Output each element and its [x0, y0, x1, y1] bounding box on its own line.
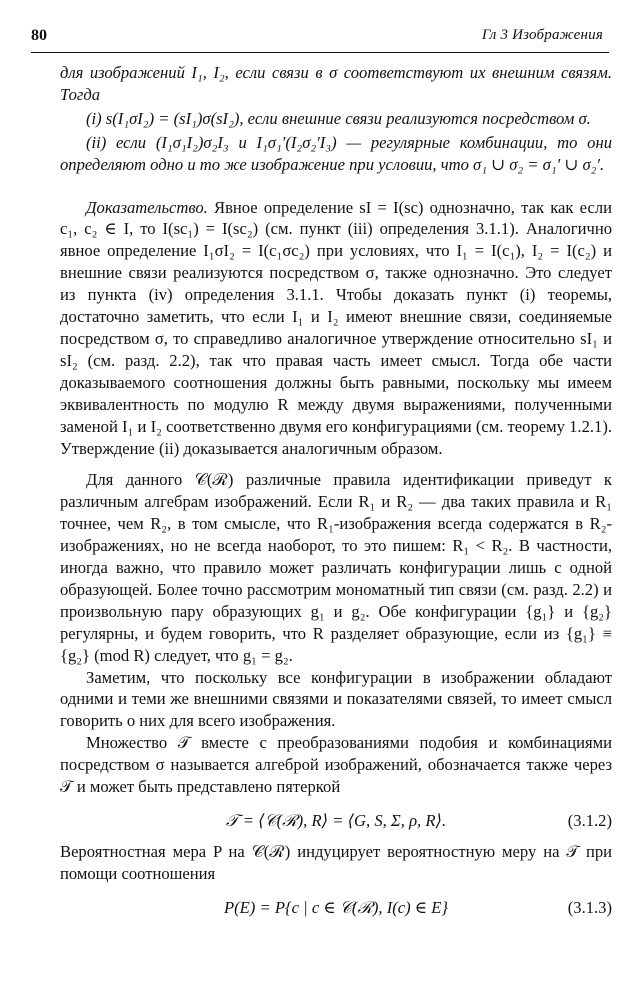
page-body [60, 62, 612, 928]
proof-label: Доказательство. [86, 197, 208, 217]
equation-3-1-2 [60, 810, 612, 832]
theorem-lead: для изображений I₁, I₂, если связи в σ соответствуют их внешним связям. Тогда [60, 63, 612, 104]
paragraph-external-bonds: Заметим, что поскольку все конфигурации в изображении обладают одними и теми же внешними связями и показателями связей, то имеет смысл говорить о них для всего изображения. [60, 667, 612, 731]
theorem-item-ii: (ii) если (I₁σ₁I₂)σ₂I₃ и I₁σ₁′(I₂σ₂′I₃) — регулярные комбинации, то они определяют одно и то же изображение при условии, что σ₁ ∪ σ₂ = σ₁′ ∪ σ₂′. [60, 132, 612, 174]
paragraph-image-algebra: Множество 𝒯 вместе с преобразованиями подобия и комбинациями посредством σ называется алгеброй изображений, обозначается также через 𝒯 и может быть представлено пятеркой [60, 733, 612, 797]
equation-expression: P(E) = P{c | c ∈ 𝒞(ℛ), I(c) ∈ E} [224, 897, 448, 917]
equation-number: (3.1.3) [567, 897, 612, 917]
header-rule [31, 52, 609, 53]
equation-expression: 𝒯 = ⟨𝒞(ℛ), R⟩ = ⟨G, S, Σ, ρ, R⟩. [225, 811, 447, 830]
proof-text: Явное определение sI = I(sc) однозначно, так как если c₁, c₂ ∈ I, то I(sc₁) = I(sc₂) (см. пункт (iii) определения 3.1.1). Аналогично явное определение I₁σI₂ = I(c₁σc₂) при условиях, что I₁ = I(c₁), I₂ = I(c₂) и внешние связи реализуются посредством σ, также однозначно. Это следует из пункта (iv) определения 3.1.1. Чтобы доказать пункт (i) теоремы, достаточно заметить, что если I₁ и I₂ имеют внешние связи, соединяемые посредством σ, то справедливо аналогичное утверждение относительно sI₁ и sI₂ (см. разд. 2.2), так что правая часть имеет смысл. Тогда обе части доказываемого соотношения должны быть равными, поскольку мы имеем эквивалентность по модулю R между двумя выражениями, полученными заменой I₁ и I₂ соответственно двумя его конфигурациями (см. теорему 1.2.1). Утверждение (ii) доказывается аналогичным образом. [60, 197, 612, 458]
equation-number: (3.1.2) [567, 811, 612, 830]
paragraph-probability-measure: Вероятностная мера P на 𝒞(ℛ) индуцирует вероятностную меру на 𝒯 при помощи соотношения [60, 842, 612, 883]
page-header [31, 24, 609, 52]
equation-3-1-3 [60, 897, 612, 919]
paragraph-identification-rules: Для данного 𝒞(ℛ) различные правила идентификации приведут к различным алгебрам изображений. Если R₁ и R₂ — два таких правила и R₁ точнее, чем R₂, в том смысле, что R₁-изображения всегда содержатся в R₂-изображениях, но не всегда наоборот, то это пишем: R₁ < R₂. В частности, иногда важно, что правило может различать конфигурации лишь с одной образующей. Более точно рассмотрим мономатный тип связи (см. разд. 2.2) и произвольную пару образующих g₁ и g₂. Обе конфигурации {g₁} и {g₂} регулярны, и будем говорить, что R разделяет образующие, если из {g₁} ≡ {g₂} (mod R) следует, что g₁ = g₂. [60, 470, 612, 665]
theorem-item-i: (i) s(I₁σI₂) = (sI₁)σ(sI₂), если внешние связи реализуются посредством σ. [86, 108, 591, 128]
proof-paragraph [60, 197, 612, 460]
running-head: Гл 3 Изображения [481, 27, 603, 43]
page-number: 80 [31, 27, 47, 44]
